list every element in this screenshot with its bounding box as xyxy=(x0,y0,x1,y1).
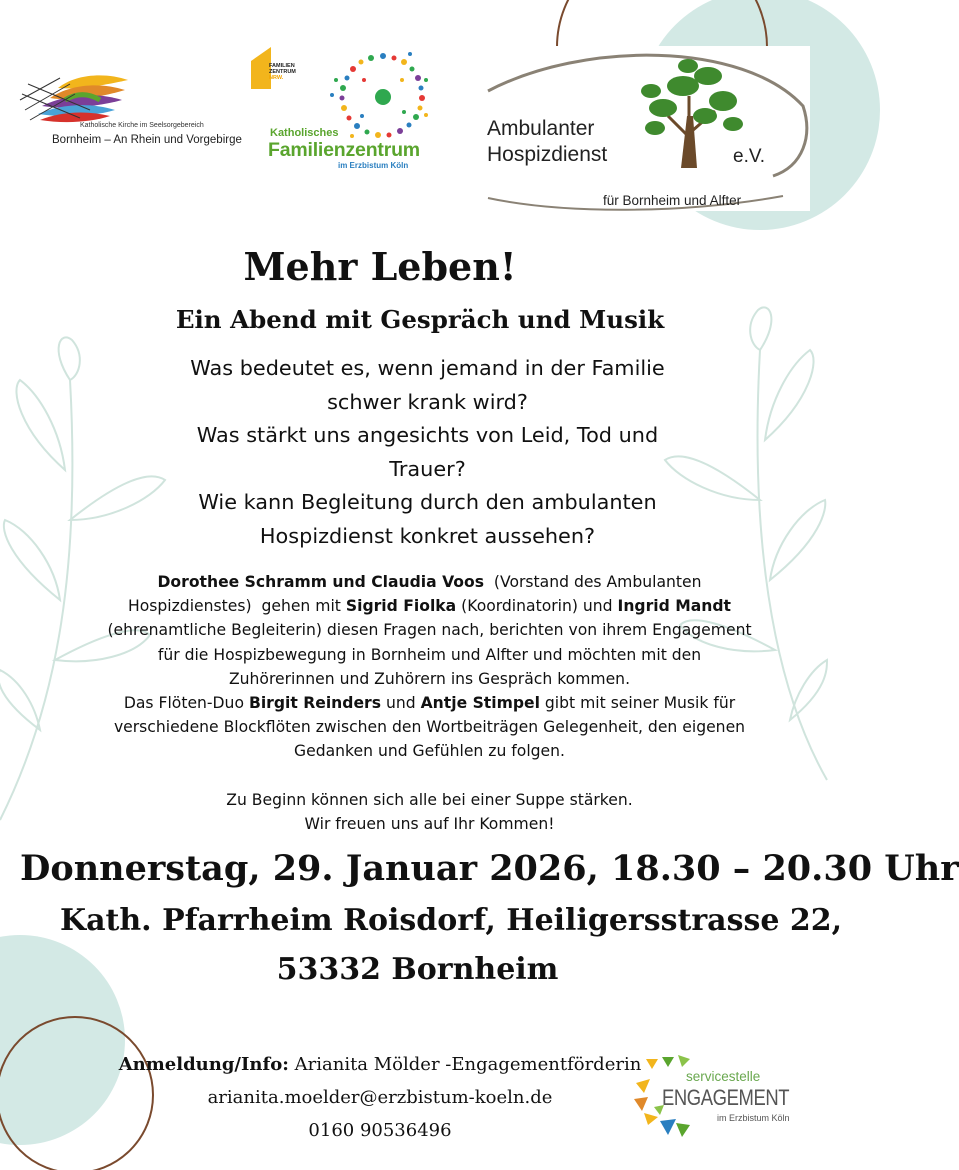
body-line: für die Hospizbewegung in Bornheim und Alfter und möchten mit den xyxy=(157,645,702,664)
name-mandt: Ingrid Mandt xyxy=(617,597,731,616)
body-line: Zuhörerinnen und Zuhörern ins Gespräch kommen. xyxy=(228,669,631,688)
question-line: Was bedeutet es, wenn jemand in der Familie xyxy=(190,356,665,380)
familienzentrum-name: Familienzentrum xyxy=(268,139,420,161)
body-line: Dorothee Schramm und Claudia Voos (Vorstand des Ambulanten xyxy=(157,573,702,591)
body-spacer xyxy=(62,764,797,788)
familienzentrum-dot-ring xyxy=(322,50,428,138)
familienzentrum-nrw-text xyxy=(269,63,296,81)
event-address-line1: Kath. Pfarrheim Roisdorf, Heiligersstrasse 22, xyxy=(60,903,843,938)
body-text xyxy=(62,570,797,836)
church-logo-small-text: Katholische Kirche im Seelsorgebereich xyxy=(80,122,204,129)
speakers-names: Dorothee Schramm und Claudia Voos xyxy=(157,573,484,591)
body-line: (ehrenamtliche Begleiterin) diesen Fragen nach, berichten von ihrem Engagement xyxy=(107,621,752,640)
contact-person: Arianita Mölder -Engagementförderin xyxy=(288,1054,642,1075)
fz-line1: FAMILIEN xyxy=(269,63,295,69)
name-fiolka: Sigrid Fiolka xyxy=(345,597,457,616)
body-line: verschiedene Blockflöten zwischen den Wortbeiträgen Gelegenheit, den eigenen xyxy=(113,718,746,737)
hospiz-for: für Bornheim und Alfter xyxy=(603,193,742,208)
contact-phone[interactable]: 0160 90536496 xyxy=(308,1120,452,1141)
contact-email[interactable]: arianita.moelder@erzbistum-koeln.de xyxy=(207,1087,553,1108)
event-address-line2: 53332 Bornheim xyxy=(276,952,559,987)
familienzentrum-katholisches: Katholisches xyxy=(270,127,339,139)
body-line: Hospizdienstes) gehen mit Sigrid Fiolka (Koordinatorin) und Ingrid Mandt xyxy=(128,597,731,616)
question-line: Wie kann Begleitung durch den ambulanten xyxy=(198,490,657,514)
question-line: schwer krank wird? xyxy=(327,389,528,414)
name-stimpel: Antje Stimpel xyxy=(420,694,540,713)
church-logo-mark xyxy=(20,70,132,128)
fz-line3: NRW. xyxy=(269,75,284,81)
question-line: Trauer? xyxy=(389,456,466,481)
church-logo-region: Bornheim – An Rhein und Vorgebirge xyxy=(52,134,242,146)
servicestelle-line2: ENGAGEMENT xyxy=(662,1085,790,1110)
hospiz-ev: e.V. xyxy=(733,146,766,167)
flyer-title: Mehr Leben! xyxy=(243,244,517,289)
contact-block xyxy=(100,1048,660,1147)
body-line: Gedanken und Gefühlen zu folgen. xyxy=(294,742,565,761)
servicestelle-line3: im Erzbistum Köln xyxy=(717,1113,790,1123)
body-line: Wir freuen uns auf Ihr Kommen! xyxy=(304,814,555,833)
question-line: Hospizdienst konkret aussehen? xyxy=(259,523,596,548)
question-line: Was stärkt uns angesichts von Leid, Tod und xyxy=(196,423,659,447)
flyer-subtitle: Ein Abend mit Gespräch und Musik xyxy=(175,305,665,334)
contact-label: Anmeldung/Info: xyxy=(118,1054,289,1075)
fz-line2: ZENTRUM xyxy=(269,69,296,75)
questions-block xyxy=(140,352,715,553)
body-line: Zu Beginn können sich alle bei einer Suppe stärken. xyxy=(226,790,633,809)
servicestelle-line1: servicestelle xyxy=(686,1069,761,1084)
hospiz-line2: Hospizdienst xyxy=(487,143,608,166)
familienzentrum-sub: im Erzbistum Köln xyxy=(338,161,409,170)
name-reinders: Birgit Reinders xyxy=(248,694,381,713)
body-line: Das Flöten-Duo Birgit Reinders und Antje Stimpel gibt mit seiner Musik für xyxy=(123,694,736,713)
event-datetime: Donnerstag, 29. Januar 2026, 18.30 – 20.30 Uhr xyxy=(20,848,959,889)
contact-line xyxy=(100,1048,660,1081)
hospiz-line1: Ambulanter xyxy=(487,117,595,140)
